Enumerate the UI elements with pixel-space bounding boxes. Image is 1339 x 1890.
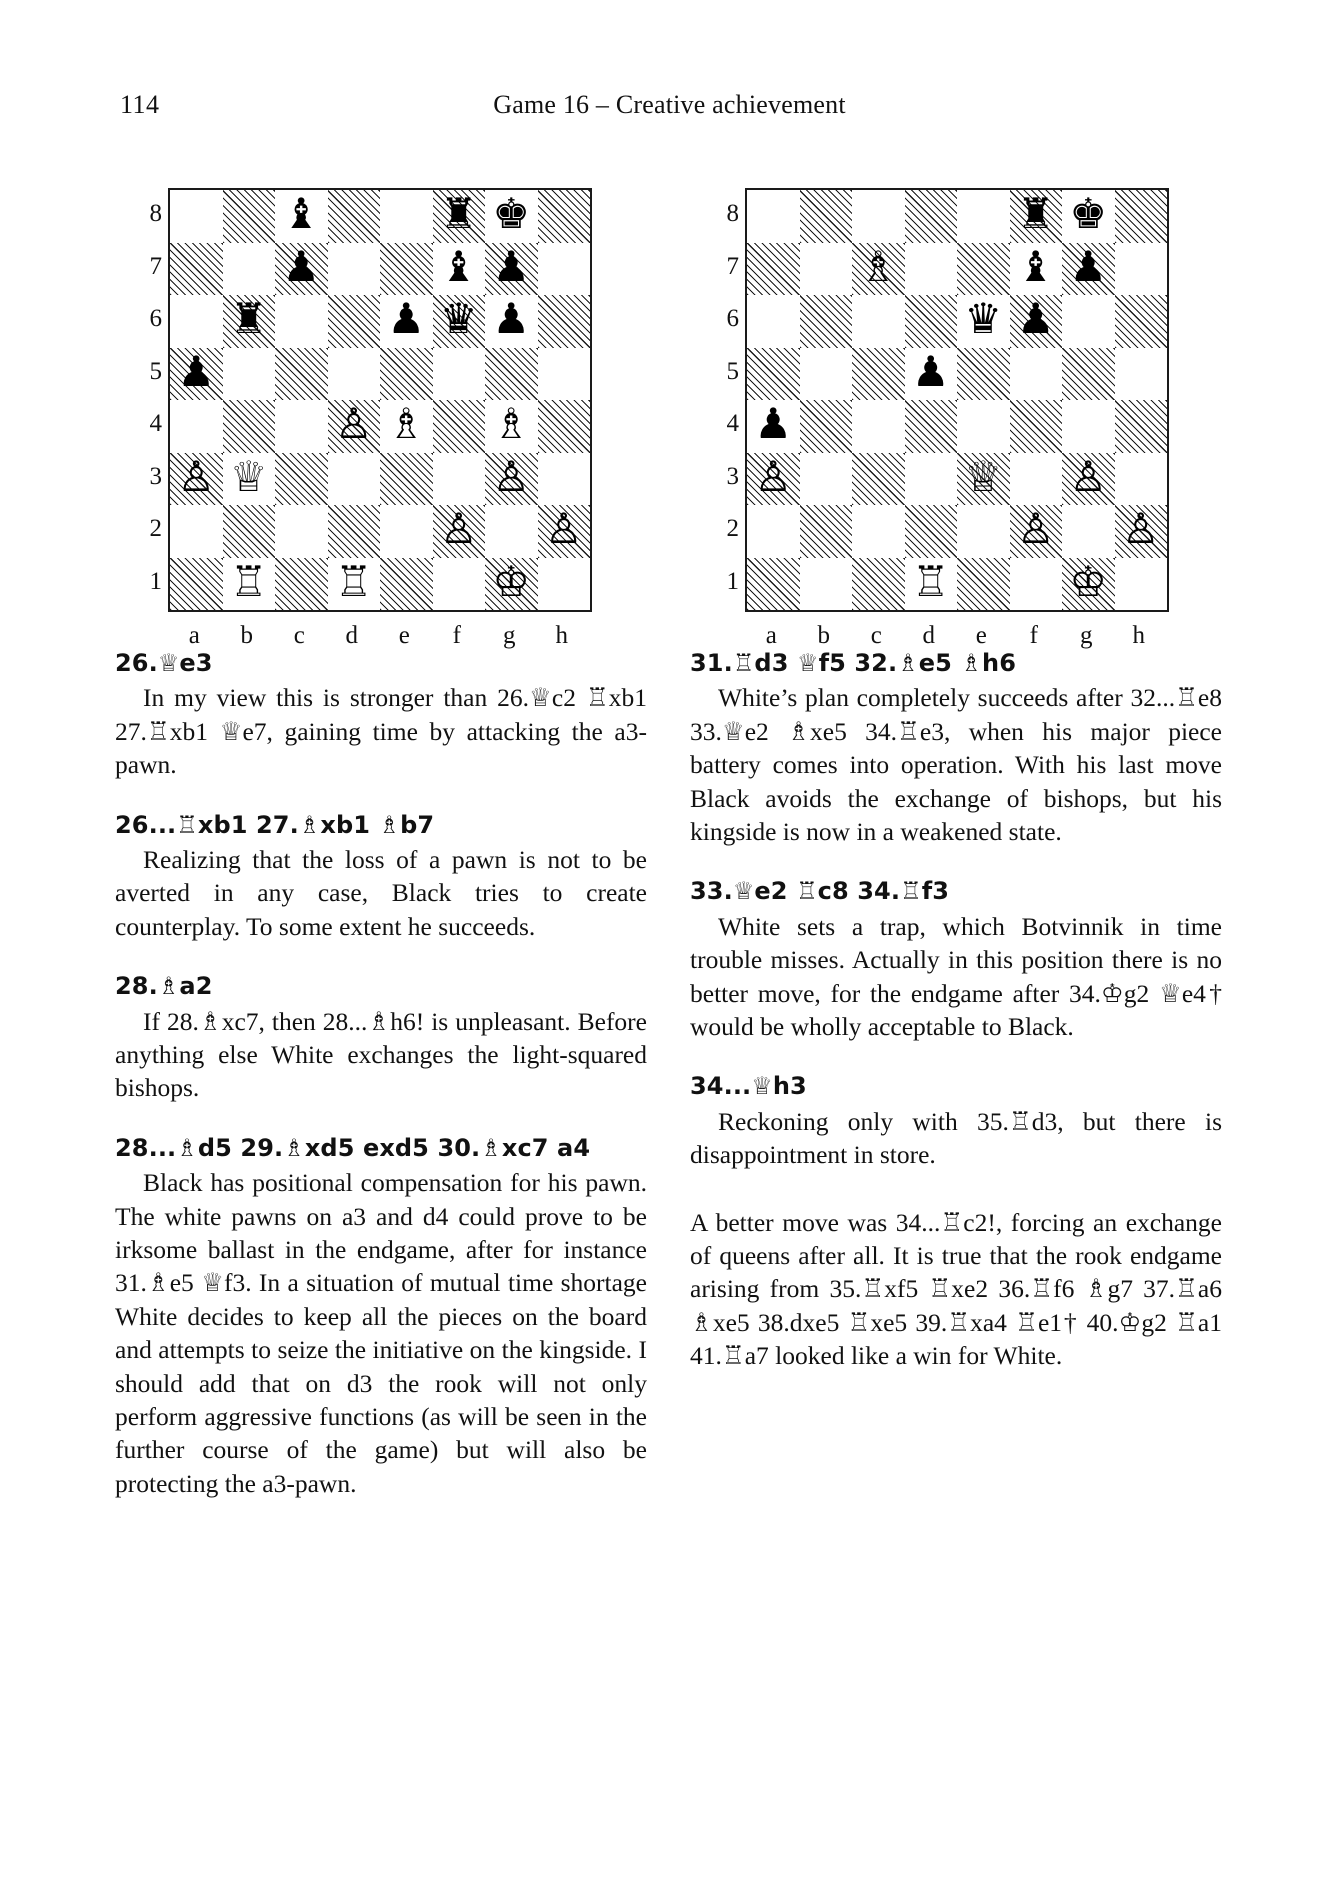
move-heading: 31.♖d3 ♕f5 32.♗e5 ♗h6 <box>690 649 1017 677</box>
file-label: g <box>1080 622 1093 649</box>
board-square <box>1115 243 1168 296</box>
annotation-paragraph: In my view this is stronger than 26.♕c2 ♖xb1 27.♖xb1 ♕e7, gaining time by attacking the a3-pawn. <box>115 683 647 780</box>
chess-piece: ♙ <box>1016 504 1055 554</box>
chess-piece: ♕ <box>229 451 268 501</box>
board-square <box>1062 453 1115 506</box>
board-square <box>747 453 800 506</box>
chess-piece: ♖ <box>229 556 268 606</box>
board-square <box>485 505 538 558</box>
annotation-paragraph-closing: A better move was 34...♖c2!, forcing an exchange of queens after all. It is true that the rook endgame arising from 35.♖xf5 ♖xe2 36.♖f6 ♗g7 37.♖a6 ♗xe5 38.dxe5 ♖xe5 39.♖xa4 ♖e1† 40.♔g2 ♖a1 41.♖a7 looked like a win for White. <box>690 1207 1222 1371</box>
board-square <box>380 453 433 506</box>
chess-piece: ♙ <box>754 451 793 501</box>
spacer <box>115 1105 647 1133</box>
board-square <box>1010 400 1063 453</box>
board-square <box>328 243 381 296</box>
board-square <box>957 295 1010 348</box>
chess-piece: ♜ <box>229 294 268 344</box>
board-square <box>170 400 223 453</box>
chess-piece: ♙ <box>177 451 216 501</box>
annotation-paragraph: White’s plan completely succeeds after 32...♖e8 33.♕e2 ♗xe5 34.♖e3, when his major piece battery comes into operation. With his last move Black avoids the exchange of bishops, but his kingside is now in a weakened state. <box>690 683 1222 846</box>
board-square <box>485 348 538 401</box>
spacer <box>690 1043 1222 1071</box>
rank-label: 6 <box>726 305 739 332</box>
board-square <box>538 400 591 453</box>
board-square <box>800 243 853 296</box>
text-column-right <box>690 648 1222 1373</box>
board-square <box>433 453 486 506</box>
board-square <box>800 295 853 348</box>
board-square <box>328 190 381 243</box>
board-square <box>223 348 276 401</box>
board-square <box>485 400 538 453</box>
board-square <box>275 295 328 348</box>
board-square <box>223 558 276 611</box>
board-square <box>538 295 591 348</box>
board-square <box>223 400 276 453</box>
chess-piece: ♔ <box>1069 556 1108 606</box>
board-square <box>800 453 853 506</box>
page-number: 114 <box>120 90 160 119</box>
chess-piece: ♙ <box>492 451 531 501</box>
board-square <box>275 400 328 453</box>
board-square <box>905 400 958 453</box>
file-label: c <box>870 622 882 649</box>
board-square <box>747 400 800 453</box>
chess-piece: ♔ <box>492 556 531 606</box>
board-square <box>1010 295 1063 348</box>
board-square <box>275 558 328 611</box>
board-square <box>852 295 905 348</box>
file-label: e <box>975 622 987 649</box>
board-square <box>275 453 328 506</box>
chess-piece: ♟ <box>911 346 950 396</box>
file-labels-right <box>745 622 1169 650</box>
chess-piece: ♙ <box>1069 451 1108 501</box>
board-square <box>380 295 433 348</box>
chessboard <box>168 188 592 612</box>
board-square <box>380 558 433 611</box>
board-square <box>380 190 433 243</box>
board-square <box>275 348 328 401</box>
chess-piece: ♟ <box>387 294 426 344</box>
spacer <box>690 1172 1222 1206</box>
chess-piece: ♟ <box>754 399 793 449</box>
board-square <box>852 558 905 611</box>
chess-piece: ♗ <box>492 399 531 449</box>
board-square <box>852 190 905 243</box>
board-square <box>433 190 486 243</box>
file-label: f <box>1029 622 1038 649</box>
board-square <box>170 505 223 558</box>
chess-piece: ♝ <box>282 189 321 239</box>
file-label: a <box>765 622 777 649</box>
board-square <box>433 400 486 453</box>
board-square <box>1115 400 1168 453</box>
board-square <box>800 400 853 453</box>
board-square <box>852 348 905 401</box>
board-square <box>852 243 905 296</box>
rank-label: 7 <box>726 252 739 280</box>
rank-label: 1 <box>149 567 162 595</box>
board-square <box>905 505 958 558</box>
board-square <box>1062 243 1115 296</box>
board-square <box>852 453 905 506</box>
board-square <box>800 348 853 401</box>
spacer <box>690 848 1222 876</box>
rank-label: 8 <box>726 200 739 227</box>
board-square <box>800 558 853 611</box>
board-square <box>957 348 1010 401</box>
chess-piece: ♟ <box>1016 294 1055 344</box>
board-square <box>485 243 538 296</box>
spacer <box>115 943 647 971</box>
board-square <box>1062 190 1115 243</box>
board-square <box>223 505 276 558</box>
file-label: b <box>240 622 253 649</box>
chess-piece: ♚ <box>492 189 531 239</box>
move-heading: 28.♗a2 <box>115 972 213 1001</box>
board-square <box>1010 505 1063 558</box>
board-square <box>747 505 800 558</box>
diagram-right <box>726 188 1165 650</box>
board-square <box>1010 190 1063 243</box>
chess-piece: ♙ <box>439 504 478 554</box>
file-label: f <box>452 622 461 649</box>
board-square <box>1062 505 1115 558</box>
move-heading: 28...♗d5 29.♗xd5 exd5 30.♗xc7 a4 <box>115 1133 591 1162</box>
chess-piece: ♛ <box>439 294 478 344</box>
board-square <box>957 243 1010 296</box>
rank-labels-right <box>709 188 739 608</box>
board-square <box>852 505 905 558</box>
board-square <box>380 400 433 453</box>
board-square <box>1115 190 1168 243</box>
board-square <box>223 243 276 296</box>
rank-label: 7 <box>149 252 162 280</box>
chess-piece: ♝ <box>1016 241 1055 291</box>
board-square <box>747 558 800 611</box>
chess-piece: ♟ <box>1069 241 1108 291</box>
board-square <box>328 505 381 558</box>
chess-piece: ♖ <box>911 556 950 606</box>
board-square <box>905 243 958 296</box>
rank-label: 5 <box>149 357 162 385</box>
board-square <box>275 505 328 558</box>
annotation-paragraph: Reckoning only with 35.♖d3, but there is disappointment in store. <box>690 1106 1222 1170</box>
board-square <box>747 295 800 348</box>
board-square <box>747 190 800 243</box>
file-label: a <box>188 622 200 649</box>
chess-piece: ♗ <box>387 399 426 449</box>
move-heading: 26.♕e3 <box>115 649 213 677</box>
board-square <box>1115 453 1168 506</box>
board-square <box>328 295 381 348</box>
rank-label: 8 <box>149 200 162 227</box>
board-square <box>1115 295 1168 348</box>
rank-label: 3 <box>726 462 739 490</box>
board-square <box>328 348 381 401</box>
board-square <box>1115 505 1168 558</box>
chess-piece: ♖ <box>334 556 373 606</box>
rank-label: 2 <box>726 515 739 542</box>
chess-piece: ♟ <box>177 346 216 396</box>
file-labels-left <box>168 622 592 650</box>
board-square <box>747 243 800 296</box>
board-square <box>1010 453 1063 506</box>
board-square <box>485 558 538 611</box>
chess-piece: ♙ <box>334 399 373 449</box>
annotation-paragraph: Realizing that the loss of a pawn is not to be averted in any case, Black tries to create counterplay. To some extent he succeeds. <box>115 845 647 941</box>
board-square <box>538 190 591 243</box>
board-square <box>223 190 276 243</box>
rank-label: 3 <box>149 462 162 490</box>
board-square <box>905 190 958 243</box>
annotation-paragraph: If 28.♗xc7, then 28...♗h6! is unpleasant. Before anything else White exchanges the light-squared bishops. <box>115 1006 647 1103</box>
rank-label: 4 <box>726 410 739 437</box>
board-square <box>1062 558 1115 611</box>
file-label: c <box>293 622 305 649</box>
board-square <box>905 348 958 401</box>
text-column-left <box>115 648 647 1500</box>
board-square <box>1062 348 1115 401</box>
board-square <box>1115 348 1168 401</box>
board-square <box>905 453 958 506</box>
chess-piece: ♟ <box>282 241 321 291</box>
chess-piece: ♟ <box>492 241 531 291</box>
board-square <box>433 558 486 611</box>
chess-piece: ♙ <box>544 504 583 554</box>
rank-label: 1 <box>726 567 739 595</box>
board-square <box>1010 348 1063 401</box>
board-square <box>433 295 486 348</box>
board-square <box>538 505 591 558</box>
board-square <box>223 295 276 348</box>
board-square <box>800 190 853 243</box>
file-label: h <box>1132 622 1145 649</box>
board-square <box>380 348 433 401</box>
board-square <box>1010 558 1063 611</box>
board-square <box>170 190 223 243</box>
board-square <box>433 348 486 401</box>
spacer <box>115 782 647 810</box>
board-square <box>905 558 958 611</box>
board-square <box>747 348 800 401</box>
board-square <box>170 558 223 611</box>
board-square <box>328 558 381 611</box>
chess-piece: ♜ <box>439 189 478 239</box>
board-square <box>433 243 486 296</box>
annotation-paragraph: Black has positional compensation for his pawn. The white pawns on a3 and d4 could prove to be irksome ballast in the endgame, after for instance 31.♗e5 ♕f3. In a situation of mutual time shortage White decides to keep all the pieces on the board and attempts to seize the initiative on the kingside. I should add that on d3 the rook will not only perform aggressive functions (as will be seen in the further course of the game) but will also be protecting the a3-pawn. <box>115 1168 647 1498</box>
board-square <box>1010 243 1063 296</box>
chess-piece: ♜ <box>1016 189 1055 239</box>
running-title: Game 16 – Creative achievement <box>493 90 846 119</box>
board-square <box>957 558 1010 611</box>
rank-label: 2 <box>149 515 162 542</box>
board-square <box>170 453 223 506</box>
chess-piece: ♗ <box>859 241 898 291</box>
board-square <box>170 295 223 348</box>
file-label: b <box>817 622 830 649</box>
board-square <box>1062 295 1115 348</box>
page-header <box>120 90 1219 124</box>
board-square <box>538 558 591 611</box>
rank-label: 4 <box>149 410 162 437</box>
chess-piece: ♚ <box>1069 189 1108 239</box>
file-label: d <box>922 622 935 649</box>
board-square <box>852 400 905 453</box>
board-square <box>957 190 1010 243</box>
board-square <box>485 190 538 243</box>
board-square <box>957 400 1010 453</box>
chess-piece: ♝ <box>439 241 478 291</box>
board-square <box>538 348 591 401</box>
file-label: e <box>398 622 410 649</box>
board-square <box>538 243 591 296</box>
board-square <box>485 295 538 348</box>
board-square <box>538 453 591 506</box>
file-label: d <box>345 622 358 649</box>
chess-piece: ♕ <box>964 451 1003 501</box>
move-heading: 33.♕e2 ♖c8 34.♖f3 <box>690 877 950 906</box>
board-square <box>170 348 223 401</box>
chessboard <box>745 188 1169 612</box>
chess-piece: ♙ <box>1121 504 1160 554</box>
rank-label: 6 <box>149 305 162 332</box>
board-square <box>328 400 381 453</box>
move-heading: 34...♕h3 <box>690 1072 807 1101</box>
move-heading: 26...♖xb1 27.♗xb1 ♗b7 <box>115 810 435 839</box>
rank-labels-left <box>132 188 162 608</box>
annotation-paragraph: White sets a trap, which Botvinnik in time trouble misses. Actually in this position there is no better move, for the endgame after 34.♔g2 ♕e4† would be wholly acceptable to Black. <box>690 911 1222 1041</box>
board-square <box>800 505 853 558</box>
board-square <box>275 243 328 296</box>
board-square <box>275 190 328 243</box>
diagram-left <box>149 188 588 650</box>
board-square <box>380 243 433 296</box>
file-label: h <box>555 622 568 649</box>
board-square <box>170 243 223 296</box>
board-square <box>1062 400 1115 453</box>
chess-piece: ♛ <box>964 294 1003 344</box>
board-square <box>1115 558 1168 611</box>
board-square <box>328 453 381 506</box>
file-label: g <box>503 622 516 649</box>
board-square <box>223 453 276 506</box>
chess-piece: ♟ <box>492 294 531 344</box>
rank-label: 5 <box>726 357 739 385</box>
board-square <box>957 505 1010 558</box>
board-square <box>957 453 1010 506</box>
board-square <box>380 505 433 558</box>
board-square <box>905 295 958 348</box>
board-square <box>433 505 486 558</box>
board-square <box>485 453 538 506</box>
